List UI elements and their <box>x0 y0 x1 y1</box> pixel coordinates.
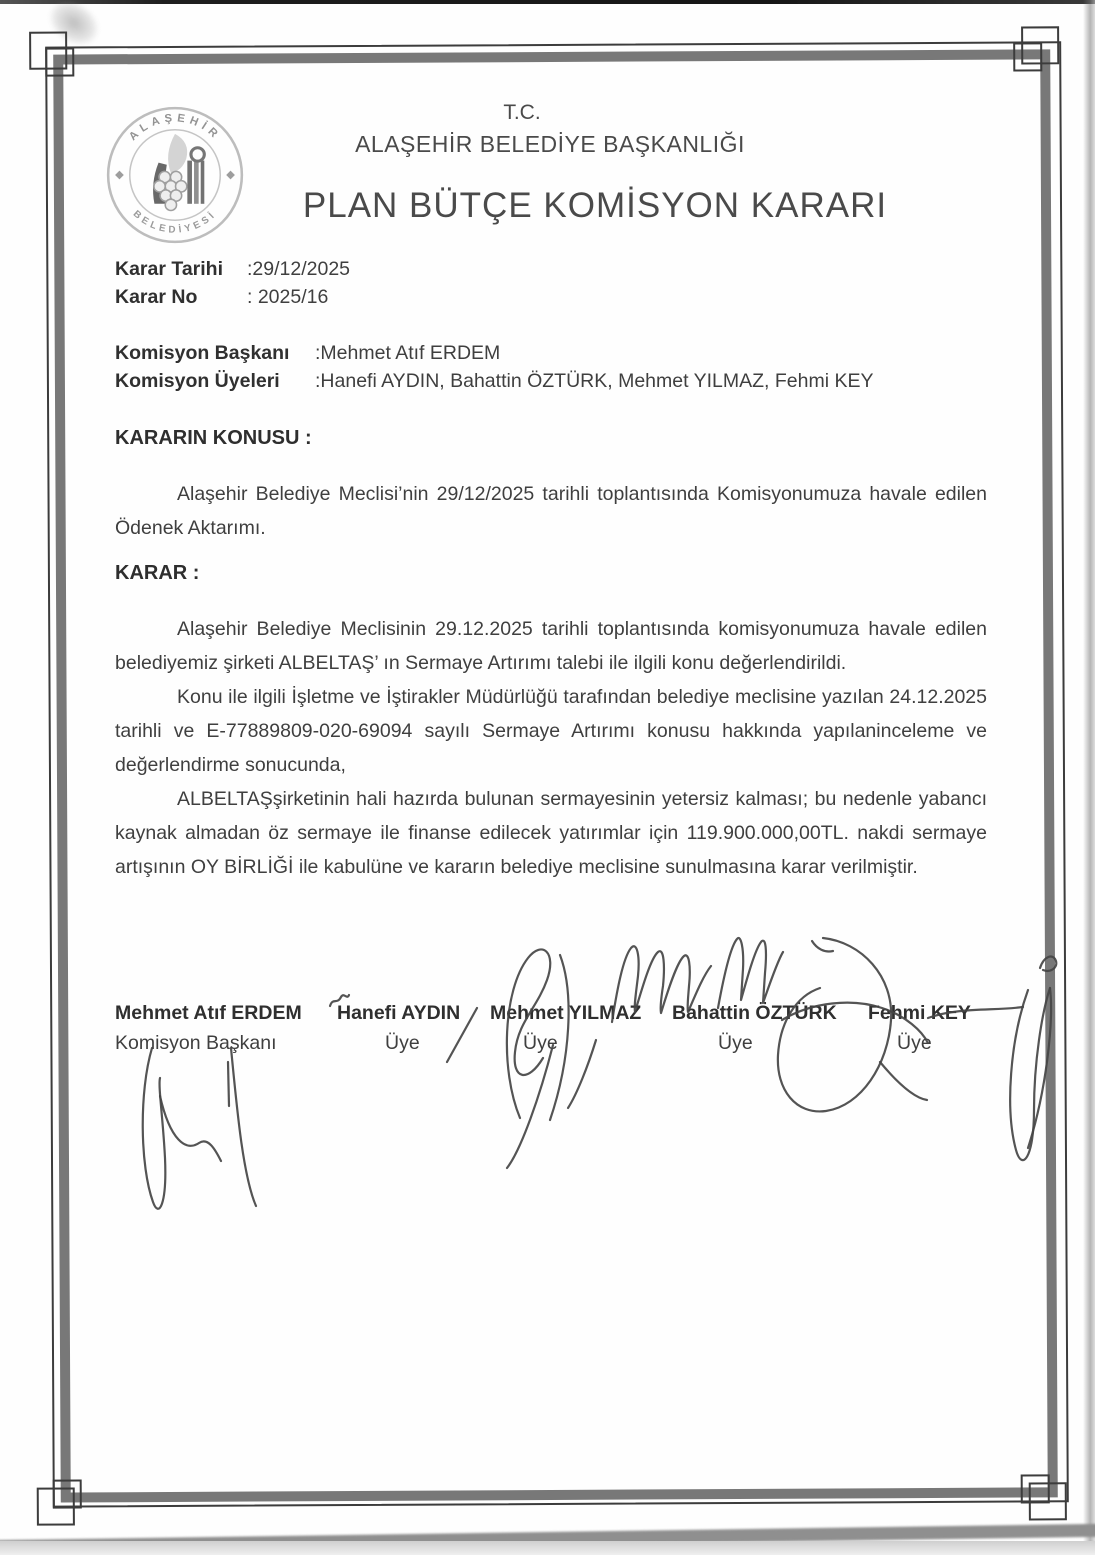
country-abbreviation: T.C. <box>503 101 541 124</box>
commission-members-label: Komisyon Üyeleri <box>115 370 280 392</box>
corner-ornament-bl <box>53 1479 82 1508</box>
signature-block-member-3 <box>672 1002 837 1055</box>
decision-date-value: :29/12/2025 <box>247 258 351 280</box>
signer-role: Üye <box>385 1032 420 1054</box>
decision-heading: KARAR : <box>115 562 200 584</box>
commission-chairman-value: :Mehmet Atıf ERDEM <box>315 342 501 364</box>
signature-block-member-4 <box>868 1002 971 1055</box>
commission-chairman-label: Komisyon Başkanı <box>115 342 290 364</box>
decision-date-row <box>115 258 350 281</box>
decision-number-row <box>115 286 328 309</box>
subject-text: Alaşehir Belediye Meclisi’nin 29/12/2025 tarihli toplantısında Komisyonumuza havale edilen Ödenek Aktarımı. <box>115 483 987 539</box>
signer-name: Fehmi KEY <box>868 1002 971 1024</box>
signer-role: Üye <box>718 1032 753 1054</box>
signature-block-chairman <box>115 1002 302 1055</box>
corner-ornament-tr <box>1013 42 1042 71</box>
decision-paragraph: ALBELTAŞşirketinin hali hazırda bulunan sermayesinin yetersiz kalması; bu nedenle yabancı kaynak almadan öz sermaye ile finanse edilecek yatırımlar için 119.900.000,00TL. nakdi sermaye artışının OY BİRLİĞİ ile kabulüne ve kararın belediye meclisine sunulmasına karar verilmiştir. <box>115 788 987 878</box>
signer-name: Mehmet Atıf ERDEM <box>115 1002 302 1024</box>
corner-ornament-br <box>1021 1474 1050 1503</box>
seal-bottom-text: BELEDİYESİ <box>130 208 220 236</box>
seal-star-right <box>226 171 235 180</box>
decision-number-label: Karar No <box>115 286 198 308</box>
decision-date-label: Karar Tarihi <box>115 258 224 280</box>
signer-name: Bahattin ÖZTÜRK <box>672 1002 837 1024</box>
authority-name: ALAŞEHİR BELEDİYE BAŞKANLIĞI <box>355 131 745 157</box>
subject-heading: KARARIN KONUSU : <box>115 427 312 449</box>
document-title: PLAN BÜTÇE KOMİSYON KARARI <box>302 186 888 225</box>
signature-block-member-2 <box>490 1002 641 1055</box>
decision-paragraph: Alaşehir Belediye Meclisinin 29.12.2025 tarihli toplantısında komisyonumuza havale edilen belediyemiz şirketi ALBELTAŞ’ ın Sermaye Artırımı talebi ile ilgili konu değerlendirildi. <box>115 618 987 674</box>
seal-top-text: ALAŞEHİR <box>126 112 224 144</box>
signer-name: Mehmet YILMAZ <box>490 1002 642 1024</box>
commission-members-value: :Hanefi AYDIN, Bahattin ÖZTÜRK, Mehmet YILMAZ, Fehmi KEY <box>315 370 874 392</box>
corner-ornament-tl <box>45 47 74 76</box>
subject-paragraph <box>115 477 987 545</box>
decision-paragraph: Konu ile ilgili İşletme ve İştirakler Müdürlüğü tarafından belediye meclisine yazılan 24.12.2025 tarihli ve E-77889809-020-69094 sayılı Sermaye Artırımı konusu hakkında yapılaninceleme ve değerlendirme sonucunda, <box>115 686 987 776</box>
decision-body <box>115 612 987 884</box>
decision-number-value: : 2025/16 <box>247 286 329 308</box>
signer-role: Komisyon Başkanı <box>115 1032 277 1054</box>
signer-role: Üye <box>897 1032 932 1054</box>
signer-name: Hanefi AYDIN <box>337 1002 461 1024</box>
commission-members-row <box>115 370 873 393</box>
signer-role: Üye <box>523 1032 558 1054</box>
signature-block-member-1 <box>337 1002 460 1055</box>
commission-chairman-row <box>115 342 500 365</box>
seal-star-left <box>115 171 124 180</box>
